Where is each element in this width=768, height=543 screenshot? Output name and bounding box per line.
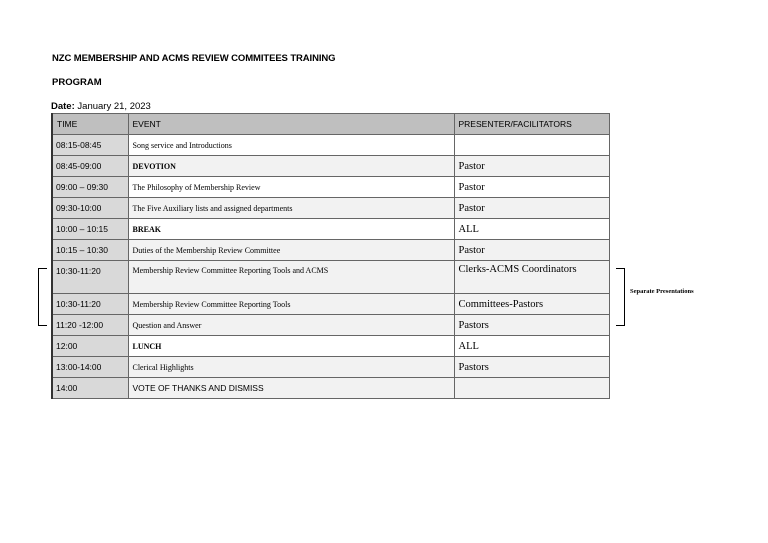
table-row: [52, 177, 609, 198]
table-row: [52, 198, 609, 219]
time-cell: 08:45-09:00: [52, 156, 128, 177]
time-cell: 13:00-14:00: [52, 357, 128, 378]
presenter-cell: Committees-Pastors: [454, 294, 609, 315]
presenter-cell: Pastor: [454, 177, 609, 198]
program-table: [51, 113, 610, 399]
time-cell: 08:15-08:45: [52, 135, 128, 156]
table-row: [52, 135, 609, 156]
event-cell: Question and Answer: [128, 315, 454, 336]
separate-presentations-note: Separate Presentations: [630, 288, 694, 295]
table-row: [52, 219, 609, 240]
date-value: January 21, 2023: [77, 101, 151, 112]
header-event: EVENT: [128, 114, 454, 135]
date-line: [51, 101, 151, 112]
event-cell: BREAK: [128, 219, 454, 240]
time-cell: 12:00: [52, 336, 128, 357]
time-cell: 10:15 – 10:30: [52, 240, 128, 261]
presenter-cell: Clerks-ACMS Coordinators: [454, 261, 609, 294]
time-cell: 10:30-11:20: [52, 294, 128, 315]
event-cell: LUNCH: [128, 336, 454, 357]
event-cell: Duties of the Membership Review Committee: [128, 240, 454, 261]
program-heading: PROGRAM: [52, 77, 102, 88]
event-cell: DEVOTION: [128, 156, 454, 177]
presenter-cell: Pastors: [454, 315, 609, 336]
event-cell: Song service and Introductions: [128, 135, 454, 156]
event-cell: Membership Review Committee Reporting Tools and ACMS: [128, 261, 454, 294]
event-cell: The Five Auxiliary lists and assigned departments: [128, 198, 454, 219]
event-cell: Clerical Highlights: [128, 357, 454, 378]
event-cell: The Philosophy of Membership Review: [128, 177, 454, 198]
table-row: [52, 240, 609, 261]
header-presenter: PRESENTER/FACILITATORS: [454, 114, 609, 135]
presenter-cell: ALL: [454, 219, 609, 240]
presenter-cell: Pastors: [454, 357, 609, 378]
event-cell: Membership Review Committee Reporting Tools: [128, 294, 454, 315]
presenter-cell: [454, 378, 609, 399]
table-header-row: [52, 114, 609, 135]
time-cell: 10:00 – 10:15: [52, 219, 128, 240]
table-row: [52, 357, 609, 378]
table-row: [52, 261, 609, 294]
time-cell: 10:30-11:20: [52, 261, 128, 294]
table-row: [52, 294, 609, 315]
event-cell: VOTE OF THANKS AND DISMISS: [128, 378, 454, 399]
table-row: [52, 378, 609, 399]
document-title: NZC MEMBERSHIP AND ACMS REVIEW COMMITEES TRAINING: [52, 53, 336, 64]
presenter-cell: ALL: [454, 336, 609, 357]
right-bracket: [616, 268, 625, 326]
presenter-cell: Pastor: [454, 240, 609, 261]
header-time: TIME: [52, 114, 128, 135]
time-cell: 14:00: [52, 378, 128, 399]
table-row: [52, 315, 609, 336]
time-cell: 11:20 -12:00: [52, 315, 128, 336]
table-row: [52, 156, 609, 177]
time-cell: 09:30-10:00: [52, 198, 128, 219]
presenter-cell: Pastor: [454, 156, 609, 177]
presenter-cell: [454, 135, 609, 156]
date-label: Date:: [51, 101, 75, 112]
table-row: [52, 336, 609, 357]
time-cell: 09:00 – 09:30: [52, 177, 128, 198]
left-bracket: [38, 268, 47, 326]
presenter-cell: Pastor: [454, 198, 609, 219]
